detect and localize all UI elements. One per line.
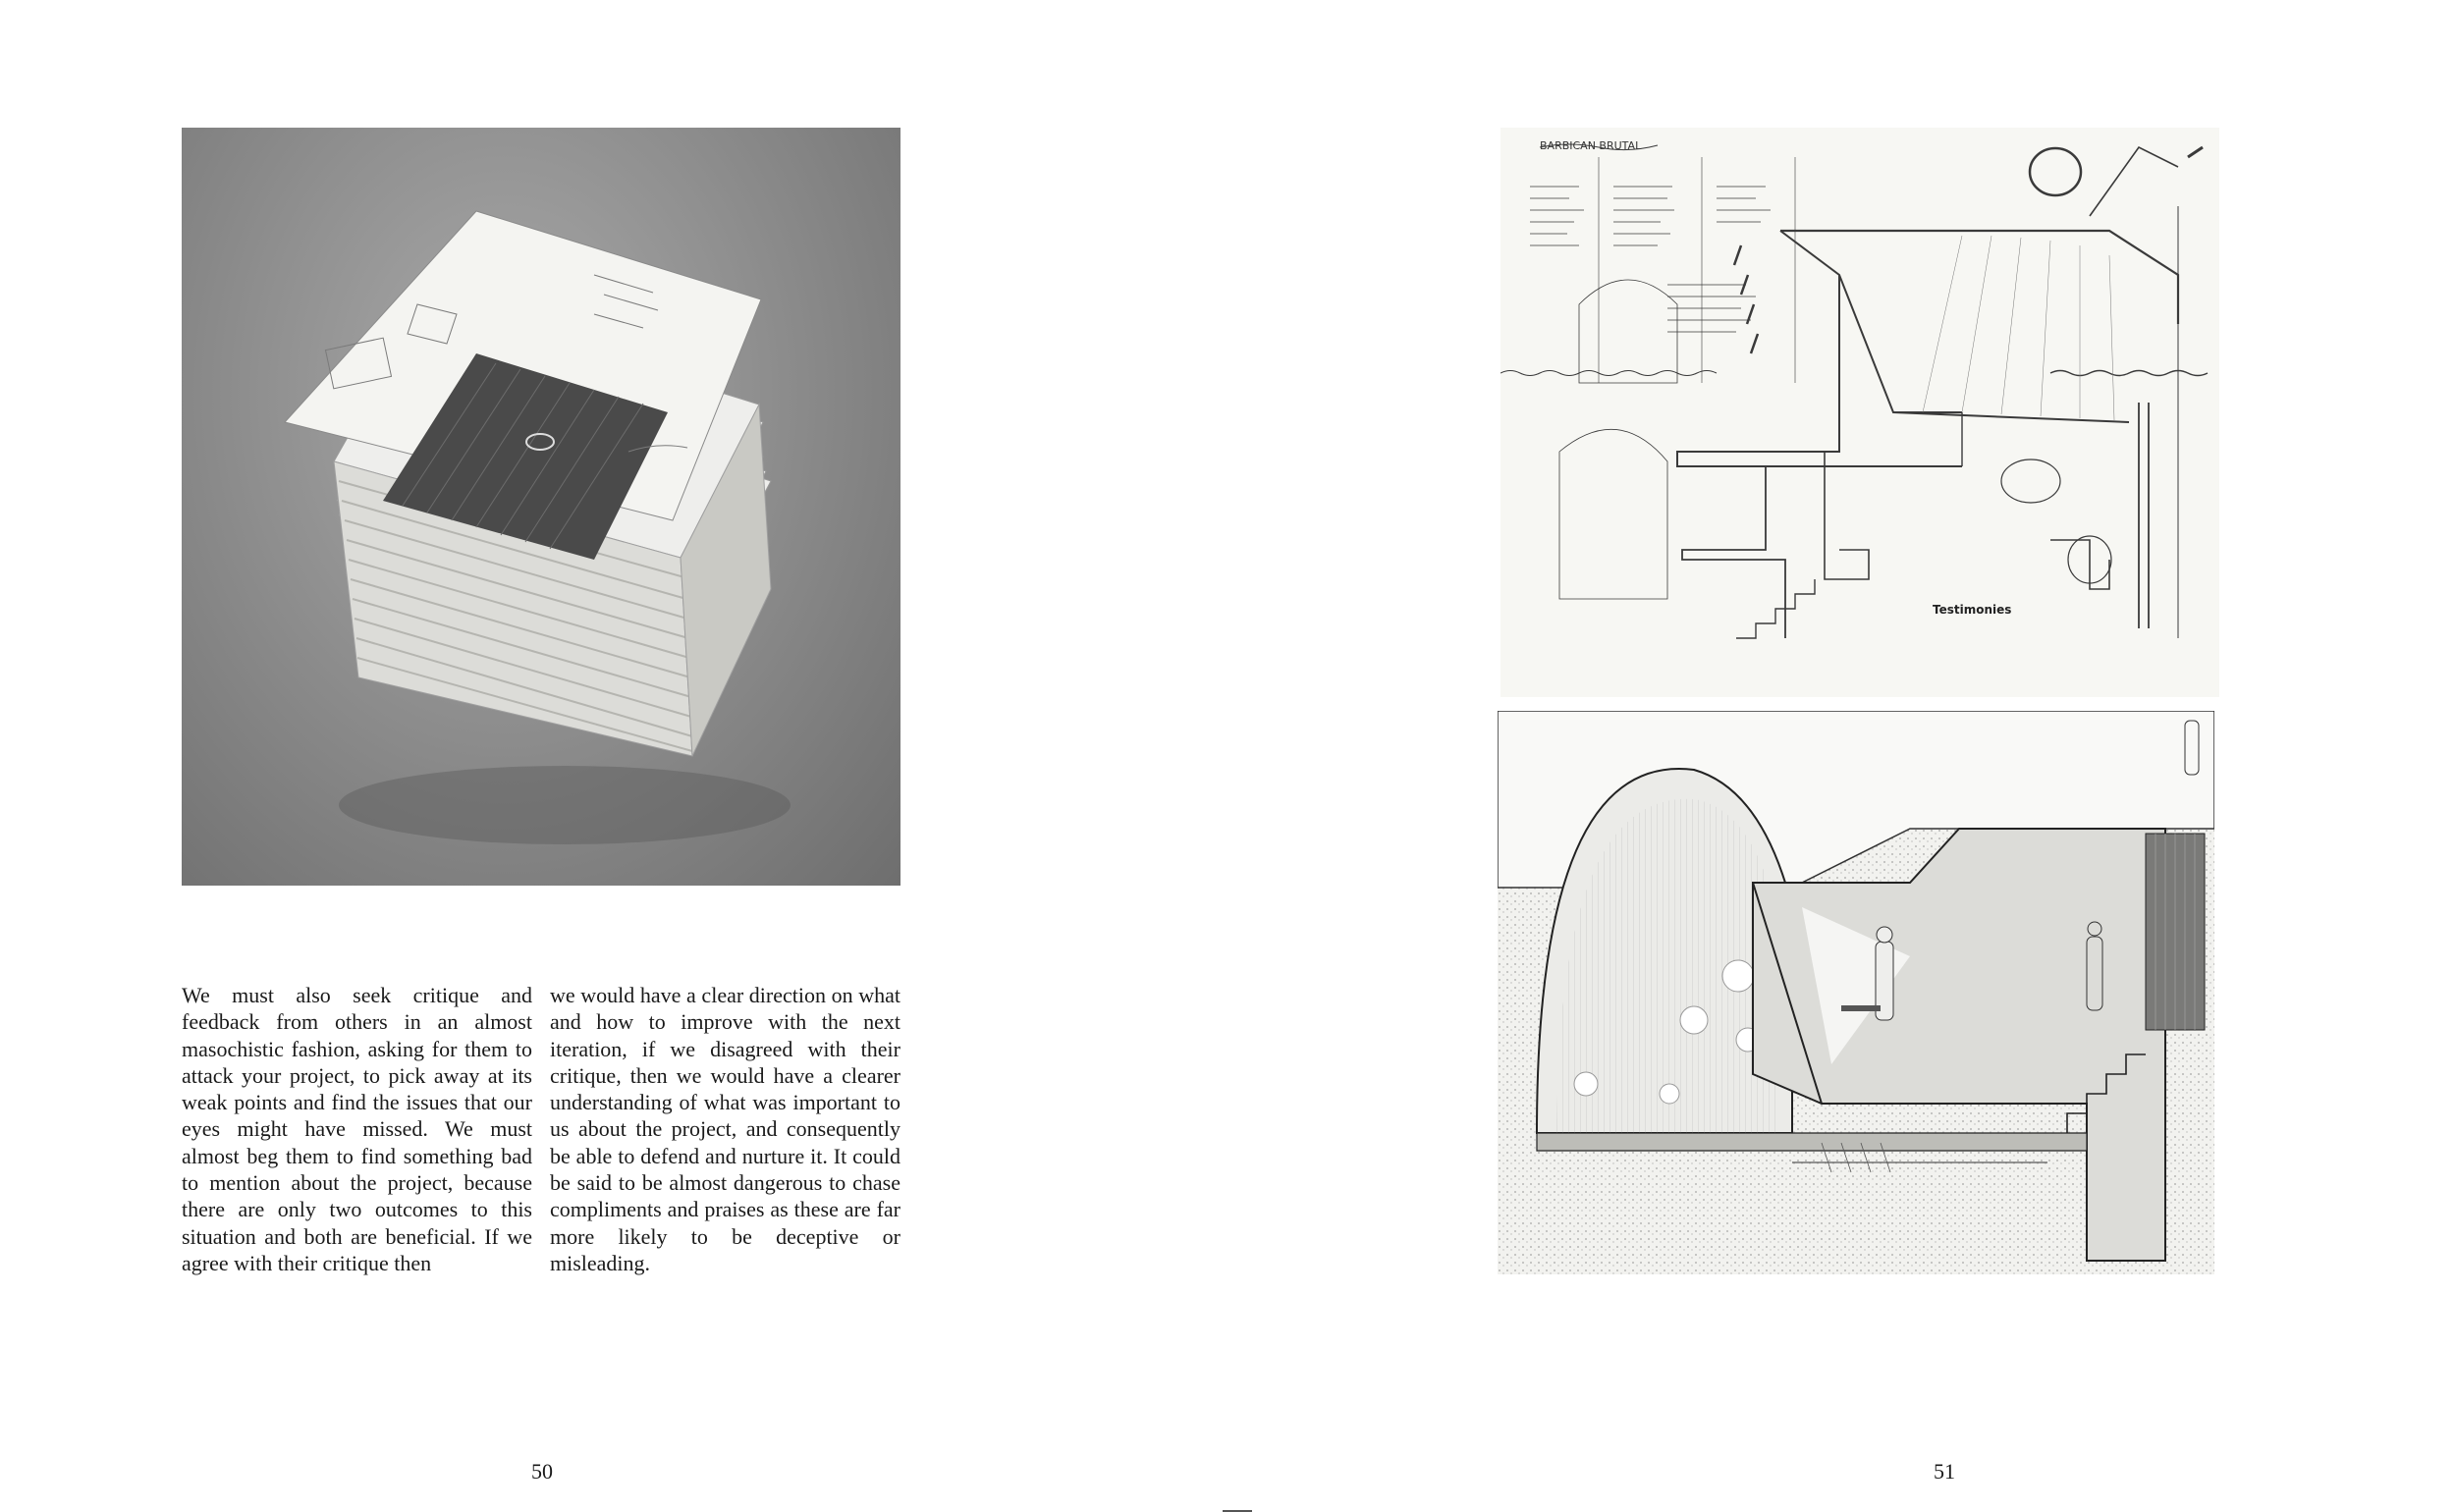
body-column-2: we would have a clear direction on what and how to improve with the next iteration, if we disagreed with their critique, then we would have a clearer understanding of what was important to us about the project, and consequently be able to defend and nurture it. It could be said to be almost dangerous to chase compliments and praises as these are far more likely to be deceptive or misleading. <box>550 983 900 1275</box>
architectural-sketch-section <box>1500 128 2219 697</box>
page-number-left: 50 <box>531 1459 553 1484</box>
architectural-section-drawing <box>1498 711 2214 1274</box>
sketch-heading: BARBICAN BRUTAL <box>1540 139 1642 152</box>
stacked-newspapers-photo <box>182 128 900 886</box>
body-text <box>182 982 900 1276</box>
page-number-right: 51 <box>1934 1459 1955 1484</box>
body-column-1: We must also seek critique and feedback from others in an almost masochistic fashion, asking for them to attack your project, to pick away at its weak points and find the issues that our eyes might have missed. We must almost beg them to find something bad to mention about the project, because there are only two outcomes to this situation and both are beneficial. If we agree with their critique then <box>182 983 532 1275</box>
sketch-note: Testimonies <box>1933 603 2012 617</box>
